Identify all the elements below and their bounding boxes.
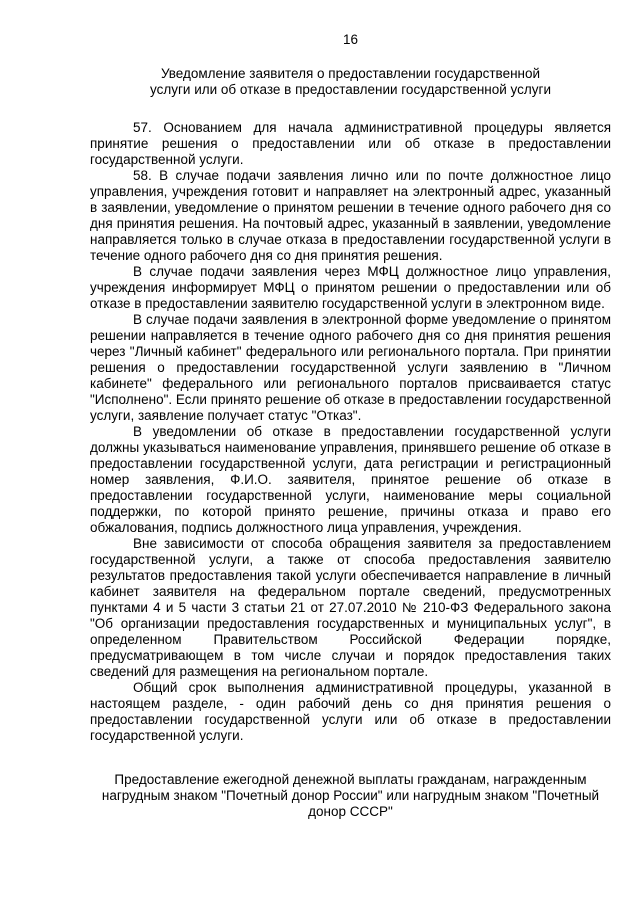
section-body bbox=[90, 120, 611, 744]
paragraph-total-term: Общий срок выполнения административной процедуры, указанной в настоящем разделе, - один рабочий день со дня принятия решения о предоставлении государственной услуги или об отказе в предоставлении государственной услуги. bbox=[90, 680, 611, 743]
section-title-line-2: услуги или об отказе в предоставлении государственной услуги bbox=[150, 82, 551, 97]
paragraph-refusal-notice: В уведомлении об отказе в предоставлении государственной услуги должны указываться наименование управления, принявшего решение об отказе в предоставлении государственной услуги, дата регистрации и регистрационный номер заявления, Ф.И.О. заявителя, принятое решение об отказе в предоставлении государственной услуги, наименование меры социальной поддержки, по которой принято решение, причины отказа и право его обжалования, подпись должностного лица управления, учреждения. bbox=[90, 424, 611, 535]
paragraph-58: 58. В случае подачи заявления лично или по почте должностное лицо управления, учреждения готовит и направляет на электронный адрес, указанный в заявлении, уведомление о принятом решении в течение одного рабочего дня со дня принятия решения. На почтовый адрес, указанный в заявлении, уведомление направляется только в случае отказа в предоставлении государственной услуги в течение одного рабочего дня со дня принятия решения. bbox=[90, 168, 611, 263]
section-title bbox=[90, 66, 611, 98]
paragraph-mfc: В случае подачи заявления через МФЦ должностное лицо управления, учреждения информирует МФЦ о принятом решении о предоставлении или об отказе в предоставлении заявителю государственной услуги в электронном виде. bbox=[90, 264, 611, 311]
paragraph-personal-account: Вне зависимости от способа обращения заявителя за предоставлением государственной услуги, а также от способа предоставления заявителю результатов предоставления такой услуги обеспечивается направление в личный кабинет заявителя на федеральном портале сведений, предусмотренных пунктами 4 и 5 части 3 статьи 21 от 27.07.2010 № 210-ФЗ Федерального закона "Об организации предоставления государственных и муниципальных услуг", в определенном Правительством Российской Федерации порядке, предусматривающем в том числе случаи и порядок предоставления таких сведений для размещения на региональном портале. bbox=[90, 536, 611, 679]
paragraph-electronic: В случае подачи заявления в электронной форме уведомление о принятом решении направляется в течение одного рабочего дня со дня принятия решения через "Личный кабинет" федерального или регионального портала. При принятии решения о предоставлении государственной услуги заявлению в "Личном кабинете" федерального или регионального порталов присваивается статус "Исполнено". Если принято решение об отказе в предоставлении государственной услуги, заявление получает статус "Отказ". bbox=[90, 312, 611, 423]
next-section-title: Предоставление ежегодной денежной выплаты гражданам, награжденным нагрудным знаком "Почетный донор России" или нагрудным знаком "Почетный донор СССР" bbox=[101, 772, 600, 819]
paragraph-57: 57. Основанием для начала административной процедуры является принятие решения о предоставлении или об отказе в предоставлении государственной услуги. bbox=[90, 120, 611, 167]
page-number: 16 bbox=[342, 32, 359, 47]
section-title-line-1: Уведомление заявителя о предоставлении государственной bbox=[160, 66, 541, 81]
